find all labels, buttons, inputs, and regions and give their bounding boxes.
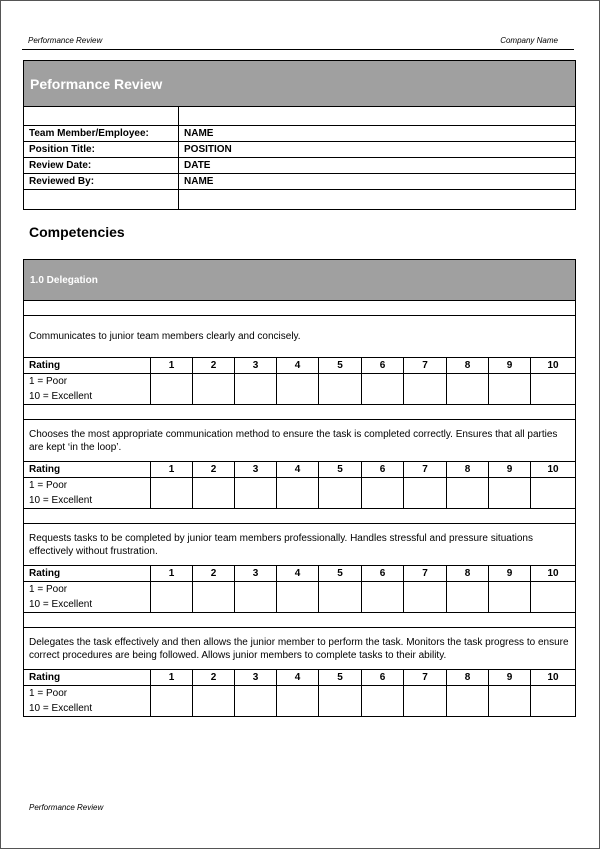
rating-number: 6 <box>362 462 404 478</box>
rating-cell[interactable] <box>151 686 193 717</box>
rating-number: 7 <box>404 358 447 374</box>
rating-scale-legend <box>24 582 151 613</box>
rating-cell[interactable] <box>235 374 277 405</box>
rating-number: 2 <box>193 462 235 478</box>
rating-cell[interactable] <box>489 582 531 613</box>
rating-cell[interactable] <box>151 582 193 613</box>
rating-cell[interactable] <box>489 478 531 509</box>
rating-cell[interactable] <box>277 374 319 405</box>
rating-number: 1 <box>151 462 193 478</box>
review-info-table <box>23 60 576 210</box>
rating-cell[interactable] <box>447 686 489 717</box>
rating-cell[interactable] <box>193 686 235 717</box>
review-banner: Peformance Review <box>24 61 576 107</box>
rating-cell[interactable] <box>404 582 447 613</box>
blank-cell <box>24 190 179 210</box>
employee-label: Team Member/Employee: <box>24 126 179 142</box>
scale-poor: 1 = Poor <box>29 376 68 387</box>
rating-number: 5 <box>319 670 362 686</box>
blank-cell <box>179 190 576 210</box>
rating-cell[interactable] <box>362 686 404 717</box>
spacer-row <box>24 613 576 628</box>
page-header <box>28 36 574 50</box>
rating-cell[interactable] <box>362 374 404 405</box>
rating-number: 4 <box>277 358 319 374</box>
rating-number: 3 <box>235 670 277 686</box>
scale-poor: 1 = Poor <box>29 584 68 595</box>
rating-scale-legend <box>24 686 151 717</box>
rating-number: 5 <box>319 566 362 582</box>
rating-number: 4 <box>277 462 319 478</box>
rating-number: 4 <box>277 670 319 686</box>
competency-statement: Chooses the most appropriate communication method to ensure the task is completed correctly. Ensures that all parties are kept ‘in the loop’. <box>24 420 576 462</box>
rating-number: 3 <box>235 358 277 374</box>
scale-excellent: 10 = Excellent <box>29 703 93 714</box>
review-date-value[interactable]: DATE <box>179 158 576 174</box>
rating-cell[interactable] <box>193 374 235 405</box>
competency-statement: Requests tasks to be completed by junior team members professionally. Handles stressful and pressure situations effectively without frustration. <box>24 524 576 566</box>
rating-cell[interactable] <box>193 478 235 509</box>
page-footer: Performance Review <box>29 803 104 812</box>
competency-banner: 1.0 Delegation <box>24 260 576 301</box>
blank-cell <box>24 107 179 126</box>
rating-cell[interactable] <box>362 478 404 509</box>
header-company-name: Company Name <box>500 36 558 45</box>
rating-cell[interactable] <box>489 686 531 717</box>
spacer-row <box>24 405 576 420</box>
rating-label: Rating <box>24 670 151 686</box>
rating-cell[interactable] <box>235 686 277 717</box>
rating-number: 5 <box>319 462 362 478</box>
rating-number: 10 <box>531 566 576 582</box>
spacer-row <box>24 301 576 316</box>
competency-statement: Communicates to junior team members clearly and concisely. <box>24 316 576 358</box>
scale-excellent: 10 = Excellent <box>29 599 93 610</box>
rating-cell[interactable] <box>404 478 447 509</box>
reviewed-by-label: Reviewed By: <box>24 174 179 190</box>
rating-cell[interactable] <box>193 582 235 613</box>
rating-number: 9 <box>489 358 531 374</box>
rating-number: 5 <box>319 358 362 374</box>
rating-number: 1 <box>151 358 193 374</box>
rating-cell[interactable] <box>447 478 489 509</box>
rating-cell[interactable] <box>319 686 362 717</box>
position-label: Position Title: <box>24 142 179 158</box>
rating-scale-legend <box>24 478 151 509</box>
rating-number: 9 <box>489 462 531 478</box>
rating-number: 7 <box>404 670 447 686</box>
position-value[interactable]: POSITION <box>179 142 576 158</box>
spacer-row <box>24 509 576 524</box>
rating-number: 4 <box>277 566 319 582</box>
rating-number: 9 <box>489 670 531 686</box>
competency-table <box>23 259 576 717</box>
rating-cell[interactable] <box>531 374 576 405</box>
rating-number: 6 <box>362 670 404 686</box>
rating-number: 3 <box>235 566 277 582</box>
employee-value[interactable]: NAME <box>179 126 576 142</box>
blank-cell <box>179 107 576 126</box>
rating-number: 10 <box>531 462 576 478</box>
rating-scale-legend <box>24 374 151 405</box>
rating-number: 10 <box>531 670 576 686</box>
rating-cell[interactable] <box>404 374 447 405</box>
rating-cell[interactable] <box>489 374 531 405</box>
rating-cell[interactable] <box>447 374 489 405</box>
rating-number: 7 <box>404 462 447 478</box>
rating-cell[interactable] <box>404 686 447 717</box>
scale-poor: 1 = Poor <box>29 688 68 699</box>
rating-cell[interactable] <box>362 582 404 613</box>
rating-number: 2 <box>193 358 235 374</box>
rating-cell[interactable] <box>319 582 362 613</box>
rating-number: 3 <box>235 462 277 478</box>
rating-cell[interactable] <box>277 582 319 613</box>
header-left-text: Performance Review <box>28 36 103 45</box>
rating-cell[interactable] <box>531 686 576 717</box>
rating-number: 1 <box>151 670 193 686</box>
rating-number: 6 <box>362 566 404 582</box>
rating-cell[interactable] <box>151 374 193 405</box>
review-date-label: Review Date: <box>24 158 179 174</box>
rating-number: 8 <box>447 358 489 374</box>
rating-cell[interactable] <box>531 582 576 613</box>
rating-number: 2 <box>193 670 235 686</box>
rating-number: 9 <box>489 566 531 582</box>
rating-cell[interactable] <box>447 582 489 613</box>
reviewed-by-value[interactable]: NAME <box>179 174 576 190</box>
rating-cell[interactable] <box>277 686 319 717</box>
rating-number: 10 <box>531 358 576 374</box>
rating-number: 8 <box>447 670 489 686</box>
rating-cell[interactable] <box>319 374 362 405</box>
rating-cell[interactable] <box>531 478 576 509</box>
scale-excellent: 10 = Excellent <box>29 495 93 506</box>
rating-cell[interactable] <box>235 582 277 613</box>
rating-cell[interactable] <box>319 478 362 509</box>
rating-cell[interactable] <box>277 478 319 509</box>
rating-cell[interactable] <box>151 478 193 509</box>
rating-number: 8 <box>447 462 489 478</box>
rating-label: Rating <box>24 462 151 478</box>
scale-poor: 1 = Poor <box>29 480 68 491</box>
rating-number: 8 <box>447 566 489 582</box>
scale-excellent: 10 = Excellent <box>29 391 93 402</box>
rating-number: 6 <box>362 358 404 374</box>
rating-number: 1 <box>151 566 193 582</box>
section-title: Competencies <box>29 224 125 240</box>
rating-cell[interactable] <box>235 478 277 509</box>
competency-statement: Delegates the task effectively and then allows the junior member to perform the task. Monitors the task progress to ensure correct procedures are being followed. Allows junior members to complete tasks to their ability. <box>24 628 576 670</box>
rating-number: 7 <box>404 566 447 582</box>
header-rule <box>22 49 574 50</box>
rating-label: Rating <box>24 566 151 582</box>
rating-number: 2 <box>193 566 235 582</box>
rating-label: Rating <box>24 358 151 374</box>
